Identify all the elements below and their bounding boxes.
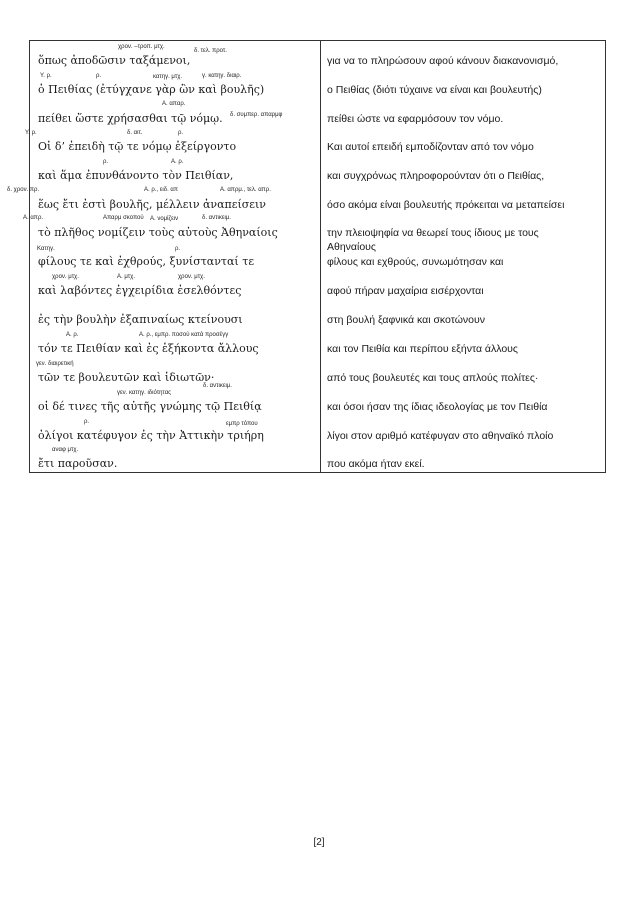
- greek-line: τῶν τε βουλευτῶν καὶ ἰδιωτῶν·: [38, 371, 215, 384]
- greek-line: Οἱ δ’ ἐπειδὴ τῷ τε νόμῳ ἐξείργοντο: [38, 140, 237, 153]
- annotation: αναφ μτχ.: [52, 447, 79, 453]
- annotation: χρον. μτχ.: [52, 274, 79, 280]
- annotation: ρ.: [103, 159, 109, 165]
- translation-line: και όσοι ήσαν της ίδιας ιδεολογίας με τον Πειθία: [327, 401, 548, 413]
- annotation: Απαρμ σκοπού: [103, 215, 144, 221]
- greek-line: ὁ Πειθίας (ἐτύγχανε γὰρ ὢν καὶ βουλῆς): [38, 83, 265, 96]
- translation-line: που ακόμα ήταν εκεί.: [327, 458, 425, 470]
- annotation: δ. αντικειμ.: [203, 383, 232, 389]
- annotation: Α. ρ., ειδ. απ: [144, 187, 179, 193]
- greek-line: οἱ δέ τινες τῆς αὐτῆς γνώμης τῷ Πειθίᾳ: [38, 400, 262, 413]
- annotation: Α. μτχ.: [117, 274, 135, 280]
- greek-line: ἕως ἔτι ἐστὶ βουλῆς, μέλλειν ἀναπείσειν: [38, 198, 266, 211]
- translation-line: ο Πειθίας (διότι τύχαινε να είναι και βουλευτής): [327, 84, 542, 96]
- translation-line: όσο ακόμα είναι βουλευτής πρόκειται να μεταπείσει: [327, 199, 565, 211]
- annotation: Α. ρ.: [66, 332, 79, 338]
- annotation: Υ. ρ.: [40, 73, 52, 79]
- annotation: ρ.: [178, 130, 184, 136]
- annotation: Α. ρ.: [171, 159, 184, 165]
- annotation: ρ.: [175, 246, 181, 252]
- greek-line: ὅπως ἀποδῶσιν ταξάμενοι,: [38, 54, 191, 67]
- translation-line: από τους βουλευτές και τους απλούς πολίτες·: [327, 372, 539, 384]
- greek-line: ἔτι παροῦσαν.: [38, 457, 118, 470]
- annotation: Α. απρ.: [23, 215, 44, 221]
- greek-line: ὀλίγοι κατέφυγον ἐς τὴν Ἀττικὴν τριήρη: [38, 429, 264, 442]
- greek-line: φίλους τε καὶ ἐχθρούς, ξυνίστανταί τε: [38, 255, 255, 268]
- greek-line: καὶ λαβόντες ἐγχειρίδια ἐσελθόντες: [38, 284, 242, 297]
- translation-line: αφού πήραν μαχαίρια εισέρχονται: [327, 285, 484, 297]
- annotation: δ. αντικειμ.: [202, 215, 231, 221]
- translation-line: Και αυτοί επειδή εμποδίζονταν από τον νόμο: [327, 141, 534, 153]
- greek-line: ἐς τὴν βουλὴν ἐξαπιναίως κτείνουσι: [38, 313, 243, 326]
- annotation: δ. συμπερ. απαρμφ: [230, 112, 283, 118]
- translation-line: την πλειοψηφία να θεωρεί τους ίδιους με τους: [327, 227, 539, 239]
- greek-line: πείθει ὥστε χρήσασθαι τῷ νόμῳ.: [38, 112, 223, 125]
- greek-line: καὶ ἅμα ἐπυνθάνοντο τὸν Πειθίαν,: [38, 169, 234, 182]
- translation-line: και τον Πειθία και περίπου εξήντα άλλους: [327, 343, 518, 355]
- annotation: χρον. μτχ.: [178, 274, 205, 280]
- annotation: ρ.: [96, 73, 102, 79]
- greek-line: τόν τε Πειθίαν καὶ ἐς ἑξήκοντα ἄλλους: [38, 342, 259, 355]
- annotation: εμπρ τόπου: [226, 421, 258, 427]
- annotation: χρον. –τροπ. μτχ.: [118, 44, 165, 50]
- translation-line: στη βουλή ξαφνικά και σκοτώνουν: [327, 314, 486, 326]
- annotation: δ. τελ. προτ.: [194, 48, 227, 54]
- annotation: κατηγ. μτχ.: [153, 74, 183, 80]
- annotation: γεν. κατηγ. ιδιότητας: [117, 390, 172, 396]
- annotation: ρ.: [84, 419, 90, 425]
- greek-line: τὸ πλῆθος νομίζειν τοὺς αὐτοὺς Ἀθηναίοις: [38, 226, 278, 239]
- annotation: Α. απρμ., τελ. απρ.: [220, 187, 271, 193]
- annotation: Υ. ρ.: [25, 130, 37, 136]
- annotation: Α. νομίζειν: [150, 216, 179, 222]
- page-number: [2]: [313, 837, 325, 848]
- annotation: γ. κατηγ. διαιρ.: [202, 73, 242, 79]
- annotation: Α. απαρ.: [162, 101, 186, 107]
- translation-line: πείθει ώστε να εφαρμόσουν τον νόμο.: [327, 113, 504, 125]
- translation-line: για να το πληρώσουν αφού κάνουν διακανονισμό,: [327, 55, 559, 67]
- annotation: Α. ρ., εμπρ. ποσού κατά προσέγγ: [139, 332, 229, 338]
- translation-line: φίλους και εχθρούς, συνωμότησαν και: [327, 256, 504, 268]
- annotation: δ. χρον. πρ.: [7, 187, 40, 193]
- translation-line: λίγοι στον αριθμό κατέφυγαν στο αθηναϊκό πλοίο: [327, 430, 554, 442]
- translation-line: και συγχρόνως πληροφορούνταν ότι ο Πειθίας,: [327, 170, 545, 182]
- annotation: δ. αιτ.: [127, 130, 143, 136]
- column-divider: [320, 40, 321, 473]
- annotation: γεν. διαιρετική: [36, 361, 74, 367]
- annotation: Κατηγ.: [37, 246, 55, 252]
- translation-line: Αθηναίους: [327, 241, 376, 253]
